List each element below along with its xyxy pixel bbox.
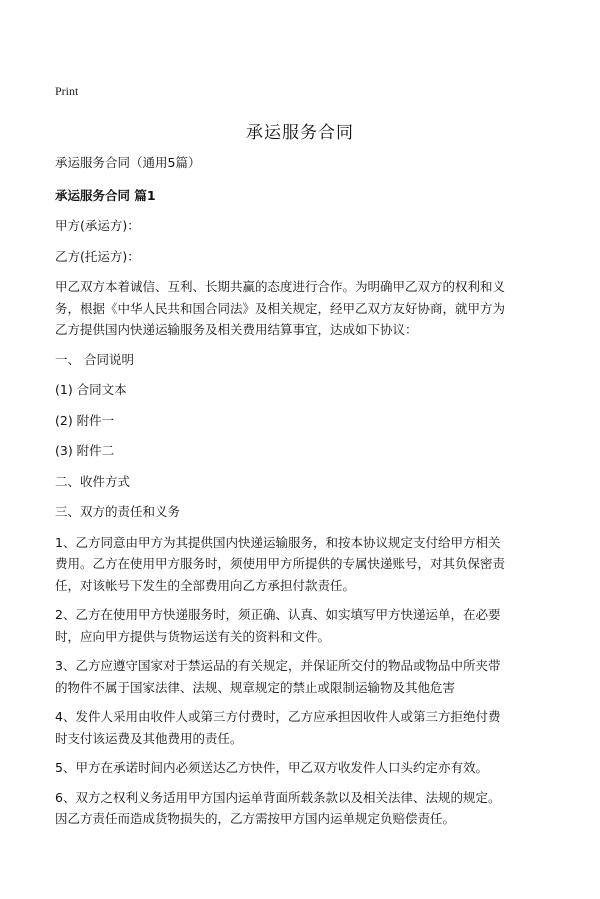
intro-line: 乙方提供国内快递运输服务及相关费用结算事宜，达成如下协议： [55,322,418,337]
clause-line: 的物件不属于国家法律、法规、规章规定的禁止或限制运输物及其他危害 [55,679,456,695]
clause-line: 时支付该运费及其他费用的责任。 [55,730,243,746]
clause-line: 时，应向甲方提供与货物运送有关的资料和文件。 [55,628,331,644]
section-heading: 承运服务合同 篇1 [55,187,156,203]
clause-4 [55,706,555,749]
item-1-1: (1) 合同文本 [55,382,127,397]
intro-line: 甲乙双方本着诚信、互利、长期共赢的态度进行合作。为明确甲乙双方的权利和义 [55,279,506,294]
document-body [55,152,555,838]
item-1-3: (3) 附件二 [55,443,115,458]
clause-line: 5、甲方在承诺时间内必须送达乙方快件，甲乙双方收发件人口头约定亦有效。 [55,760,488,775]
item-2-heading: 二、收件方式 [55,473,131,489]
intro-paragraph [55,276,555,341]
party-b-line: 乙方(托运方)： [55,248,140,264]
item-1-2: (2) 附件一 [55,412,115,428]
clause-line: 费用。乙方在使用甲方服务时，须使用甲方所提供的专属快递账号，对其负保密责 [55,556,506,571]
clause-line: 2、乙方在使用甲方快递服务时，须正确、认真、如实填写甲方快递运单，在必要 [55,607,501,622]
clause-2 [55,604,555,647]
clause-1 [55,532,555,597]
item-1-heading: 一、 合同说明 [55,351,134,367]
clause-line: 6、双方之权利义务适用甲方国内运单背面所载条款以及相关法律、法规的规定。 [55,789,501,805]
clause-line: 3、乙方应遵守国家对于禁运品的有关规定，并保证所交付的物品或物品中所夹带 [55,658,501,673]
clause-line: 4、发件人采用由收件人或第三方付费时，乙方应承担因收件人或第三方拒绝付费 [55,709,501,724]
document-subtitle: 承运服务合同（通用5篇） [55,155,201,170]
clause-line: 1、乙方同意由甲方为其提供国内快递运输服务，和按本协议规定支付给甲方相关 [55,534,501,550]
clause-3 [55,655,555,698]
page-title: 承运服务合同 [246,123,354,143]
clause-line: 因乙方责任而造成货物损失的，乙方需按甲方国内运单规定负赔偿责任。 [55,811,456,826]
intro-line: 务，根据《中华人民共和国合同法》及相关规定，经甲乙双方友好协商，就甲方为 [55,300,506,316]
item-3-heading: 三、双方的责任和义务 [55,504,181,519]
clause-5 [55,757,555,779]
party-a-line: 甲方(承运方)： [55,218,140,233]
clause-line: 任，对该帐号下发生的全部费用向乙方承担付款责任。 [55,577,356,593]
print-label: Print [55,84,79,98]
clause-6 [55,787,555,830]
